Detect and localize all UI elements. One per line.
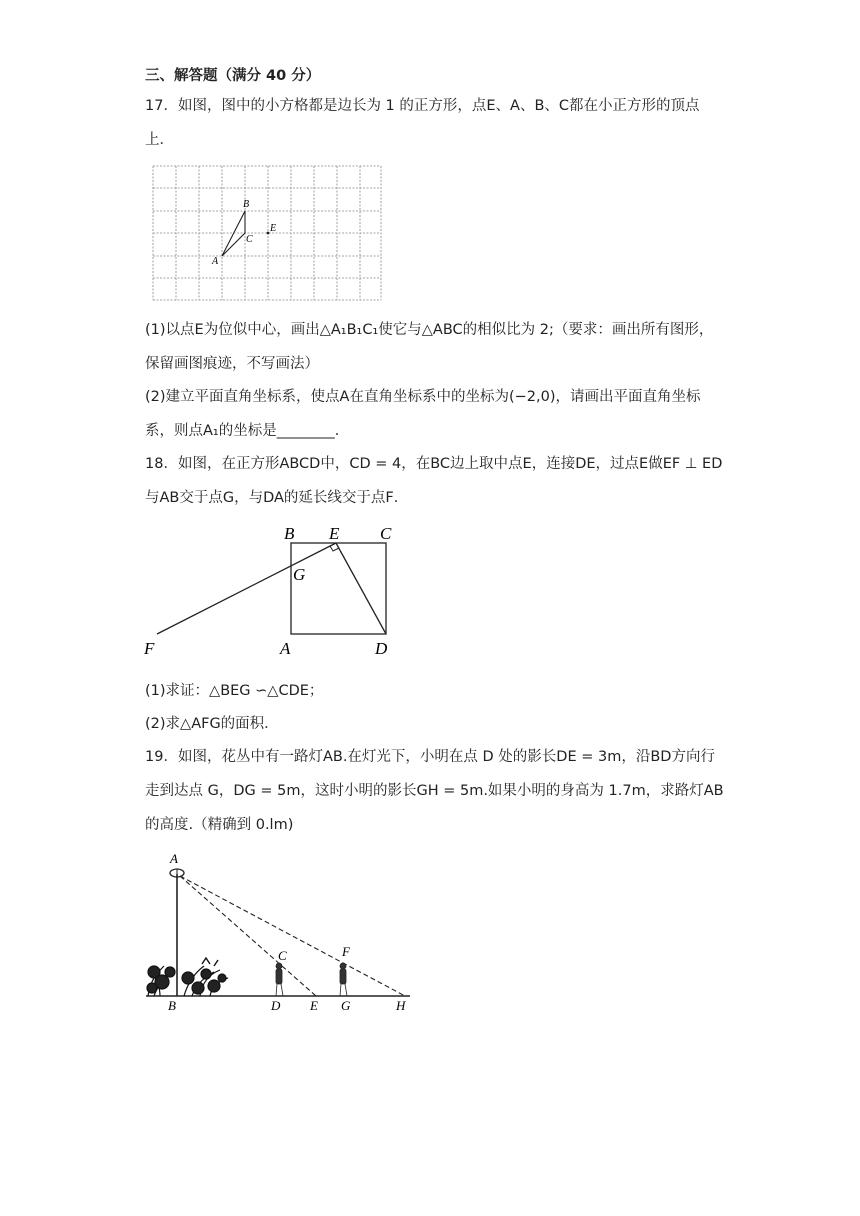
label-c: C (380, 524, 392, 543)
person-at-g-icon (340, 963, 347, 996)
label-e: E (310, 998, 318, 1013)
flower-bush-icon (147, 958, 228, 996)
label-a: A (280, 639, 291, 658)
q19-text-line3: 的高度.（精确到 0.lm) (145, 817, 294, 833)
square-abcd (291, 543, 386, 634)
q17-text-line2: 上． (145, 132, 174, 148)
label-d: D (375, 639, 388, 658)
label-c: C (246, 234, 253, 245)
label-b: B (284, 524, 295, 543)
triangle-abc (222, 211, 245, 256)
label-e: E (329, 524, 340, 543)
label-a: A (212, 256, 219, 267)
label-b: B (168, 998, 176, 1013)
label-b: B (243, 199, 250, 210)
label-g: G (341, 998, 351, 1013)
segment-fe (157, 543, 336, 634)
label-f: F (342, 944, 350, 959)
label-e: E (270, 223, 277, 234)
q18-text-line2: 与AB交于点G，与DA的延长线交于点F． (145, 490, 409, 506)
q18-part1: (1)求证：△BEG ∽△CDE； (145, 683, 324, 699)
q17-part1-line2: 保留画图痕迹，不写画法） (145, 356, 319, 372)
q19-text-line2: 走到达点 G，DG = 5m，这时小明的影长GH = 5m.如果小明的身高为 1.7m，求路灯AB (145, 783, 724, 799)
q18-text-line1: 18．如图，在正方形ABCD中，CD = 4，在BC边上取中点E，连接DE，过点E做EF ⊥ ED (145, 456, 723, 472)
q17-part2-line2: 系，则点A₁的坐标是________． (145, 423, 350, 439)
q18-square-figure (140, 520, 400, 660)
label-d: D (271, 998, 281, 1013)
q18-part2: (2)求△AFG的面积． (145, 716, 279, 732)
q19-text-line1: 19．如图，花丛中有一路灯AB.在灯光下，小明在点 D 处的影长DE = 3m，沿BD方向行 (145, 749, 715, 765)
q19-streetlight-figure (140, 848, 420, 1018)
q17-grid-figure (150, 163, 385, 303)
q17-text-line1: 17．如图，图中的小方格都是边长为 1 的正方形，点E、A、B、C都在小正方形的顶点 (145, 98, 700, 114)
label-a: A (170, 851, 178, 866)
label-f: F (144, 639, 155, 658)
label-g: G (293, 565, 306, 584)
label-c: C (278, 948, 287, 963)
segment-ed (336, 543, 386, 634)
point-e (267, 232, 270, 235)
person-at-d-icon (276, 963, 283, 996)
ray-to-h (180, 876, 405, 996)
q17-part2-line1: (2)建立平面直角坐标系，使点A在直角坐标系中的坐标为(−2,0)，请画出平面直角坐标 (145, 389, 701, 405)
label-h: H (396, 998, 406, 1013)
section-heading: 三、解答题（满分 40 分） (145, 68, 321, 84)
ray-to-e (180, 876, 316, 996)
q17-part1-line1: (1)以点E为位似中心，画出△A₁B₁C₁使它与△ABC的相似比为 2;（要求：画出所有图形， (145, 322, 714, 338)
